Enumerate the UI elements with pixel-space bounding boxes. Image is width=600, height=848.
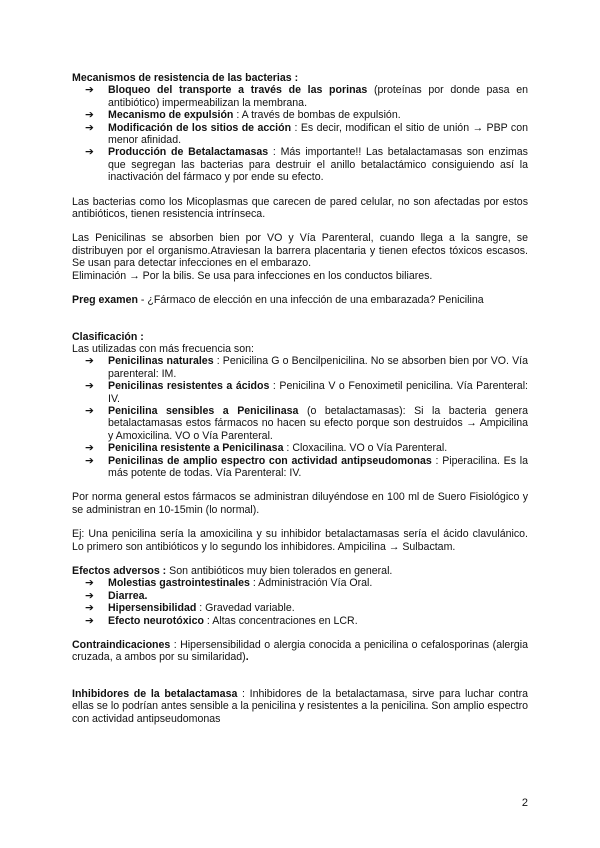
arrow-icon: ➔: [85, 121, 94, 134]
arrow-icon: ➔: [85, 454, 94, 467]
arrow-icon: ➔: [85, 614, 94, 627]
administration-paragraph: Por norma general estos fármacos se administran diluyéndose en 100 ml de Suero Fisiológico y se administran en 10-15min (lo normal).: [72, 491, 528, 516]
list-item: ➔ Hipersensibilidad : Gravedad variable.: [85, 602, 295, 615]
page-number: 2: [521, 797, 528, 809]
list-item: ➔ Molestias gastrointestinales : Administración Vía Oral.: [85, 577, 373, 590]
mycoplasma-paragraph: Las bacterias como los Micoplasmas que carecen de pared celular, no son afectadas por estos antibióticos, tienen resistencia intrínseca.: [72, 195, 528, 221]
example-paragraph: Ej: Una penicilina sería la amoxicilina y su inhibidor betalactamasas sería el ácido clavulánico. Lo primero son antibióticos y lo segundo los inhibidores. Ampicilina → Sulbactam.: [72, 528, 528, 553]
list-item: ➔ Penicilinas resistentes a ácidos : Penicilina V o Fenoximetil penicilina. Vía Parenteral: IV.: [85, 380, 528, 405]
exam-question: Preg examen - ¿Fármaco de elección en una infección de una embarazada? Penicilina: [72, 294, 484, 307]
arrow-icon: ➔: [85, 589, 94, 602]
inhibitors-paragraph: Inhibidores de la betalactamasa : Inhibidores de la betalactamasa, sirve para luchar contra ellas se lo podrían antes sensible a la penicilina y resistentes a la penicilina. Son amplio espectro con actividad antipseudomonas: [72, 687, 528, 725]
elimination-line: Eliminación → Por la bilis. Se usa para infecciones en los conductos biliares.: [72, 269, 433, 282]
contraindications-paragraph: Contraindicaciones : Hipersensibilidad o alergia conocida a penicilina o cefalosporinas (alergia cruzada, a ambos por su similaridad).: [72, 639, 528, 664]
absorption-paragraph: Las Penicilinas se absorben bien por VO y Vía Parenteral, cuando llega a la sangre, se distribuyen por el organismo.Atraviesan la barrera placentaria y tienen efectos tóxicos escasos. Se usan para detectar infecciones en el embarazo.: [72, 232, 528, 270]
arrow-icon: ➔: [85, 442, 94, 455]
list-item: ➔ Penicilina sensibles a Penicilinasa (o betalactamasas): Si la bacteria genera betalactamasas estos fármacos no hacen su efecto porque son destruidos → Ampicilina y Amoxicilina. VO o Vía Parenteral.: [85, 404, 528, 442]
arrow-icon: ➔: [85, 404, 94, 417]
list-item: ➔ Penicilina resistente a Penicilinasa : Cloxacilina. VO o Vía Parenteral.: [85, 442, 448, 455]
arrow-icon: ➔: [85, 577, 94, 590]
classification-list: [72, 355, 528, 479]
list-item: ➔ Producción de Betalactamasas : Más importante!! Las betalactamasas son enzimas que segregan las bacterias para destruir el anillo betalactámico consiguiendo así la inactivación del fármaco y por ende su efecto.: [85, 146, 528, 184]
classification-heading: Clasificación :: [72, 330, 144, 343]
mechanisms-list: [72, 84, 528, 183]
arrow-icon: ➔: [85, 380, 94, 393]
list-item: ➔ Penicilinas de amplio espectro con actividad antipseudomonas : Piperacilina. Es la más potente de todas. Vía Parenteral: IV.: [85, 454, 528, 479]
classification-intro: Las utilizadas con más frecuencia son:: [72, 342, 254, 355]
list-item: ➔ Bloqueo del transporte a través de las porinas (proteínas por donde pasa en antibiótico) impermeabilizan la membrana.: [85, 84, 528, 109]
arrow-icon: ➔: [85, 109, 94, 122]
adverse-effects-heading: Efectos adversos : Son antibióticos muy bien tolerados en general.: [72, 565, 393, 577]
list-item: ➔ Penicilinas naturales : Penicilina G o Bencilpenicilina. No se absorben bien por VO. Vía parenteral: IM.: [85, 355, 528, 380]
arrow-icon: ➔: [85, 355, 94, 368]
arrow-icon: ➔: [85, 146, 94, 159]
list-item: ➔ Modificación de los sitios de acción : Es decir, modifican el sitio de unión → PBP con menor afinidad.: [85, 121, 528, 147]
list-item: ➔ Efecto neurotóxico : Altas concentraciones en LCR.: [85, 614, 358, 627]
arrow-icon: ➔: [85, 84, 94, 97]
adverse-effects-list: [72, 577, 528, 627]
page-content: [72, 72, 528, 725]
arrow-icon: ➔: [85, 602, 94, 615]
mechanisms-heading: Mecanismos de resistencia de las bacterias :: [72, 72, 299, 84]
list-item: ➔ Diarrea.: [85, 589, 148, 602]
list-item: ➔ Mecanismo de expulsión : A través de bombas de expulsión.: [85, 109, 401, 122]
